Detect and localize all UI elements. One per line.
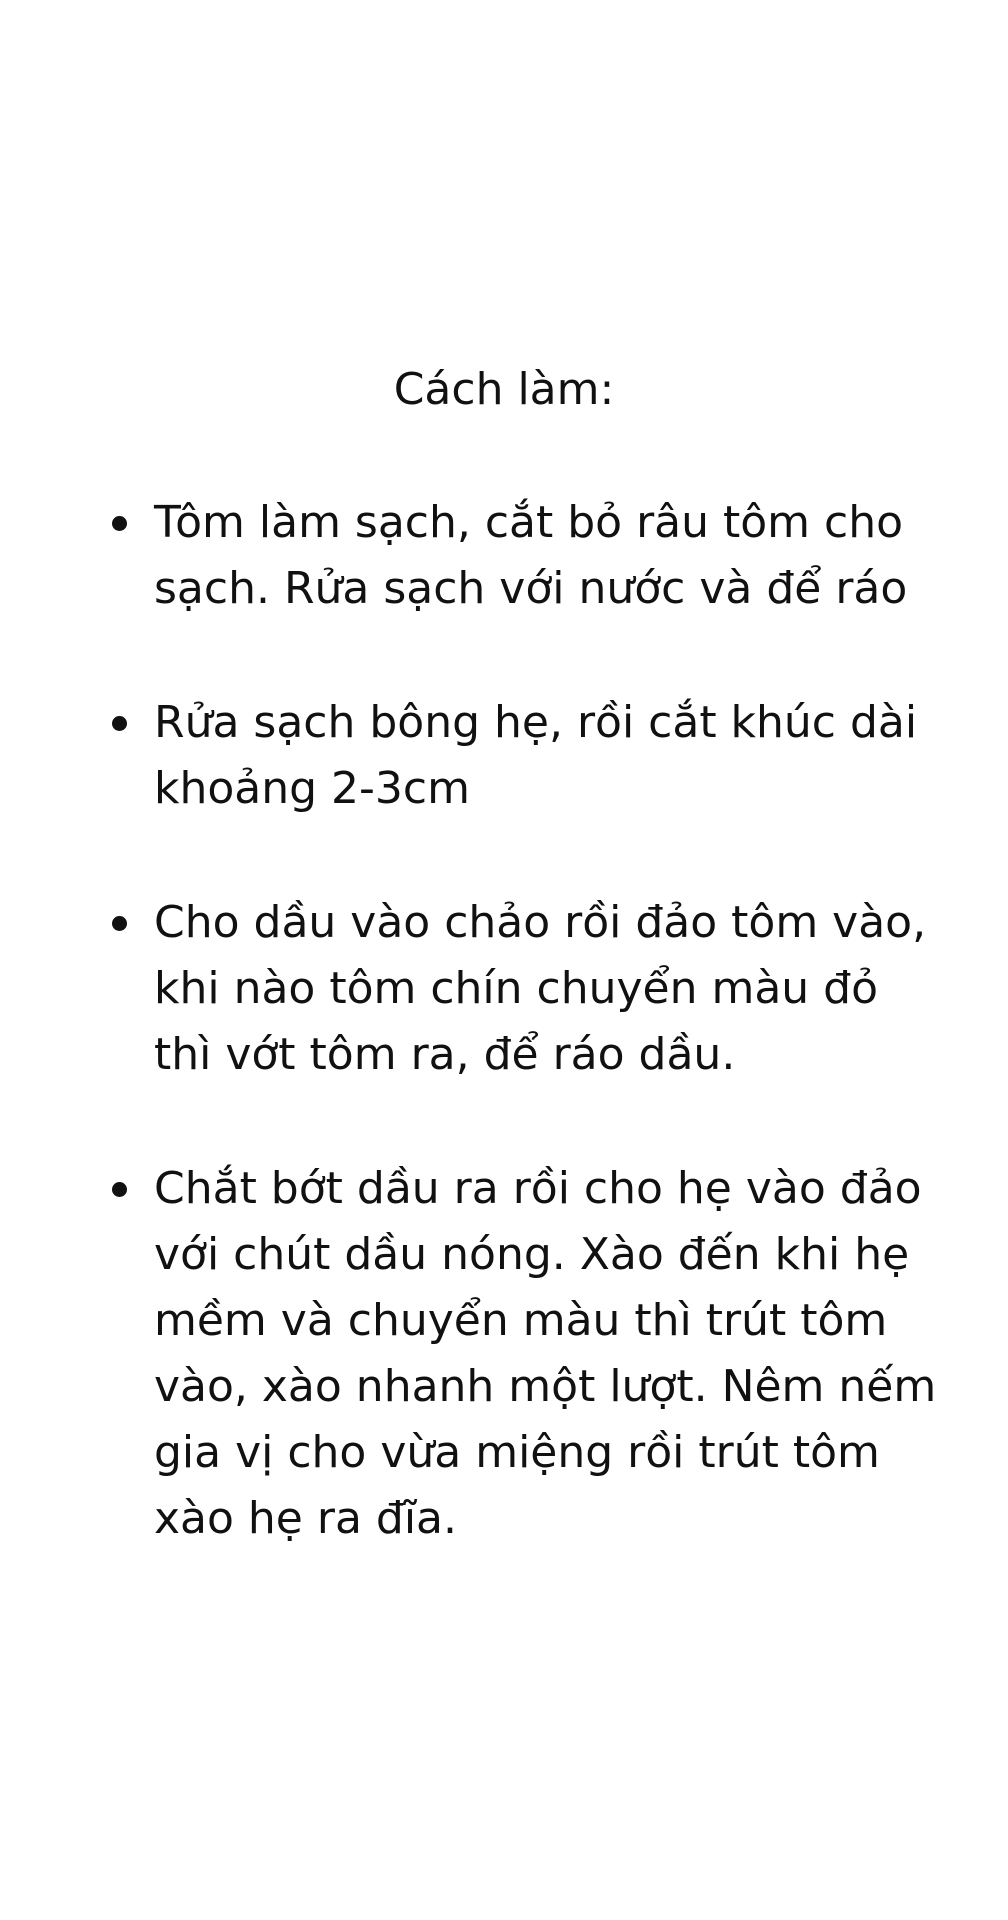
bullet-icon: [112, 1182, 127, 1197]
list-item: [108, 890, 948, 1088]
step-text: Cho dầu vào chảo rồi đảo tôm vào, khi nào tôm chín chuyển màu đỏ thì vớt tôm ra, để ráo dầu.: [154, 897, 927, 1080]
list-item: [108, 690, 948, 822]
step-text: Tôm làm sạch, cắt bỏ râu tôm cho sạch. Rửa sạch với nước và để ráo: [154, 497, 908, 614]
list-item: [108, 1156, 948, 1552]
bullet-icon: [112, 916, 127, 931]
list-item: [108, 490, 948, 622]
steps-list: [108, 490, 948, 1620]
step-text: Rửa sạch bông hẹ, rồi cắt khúc dài khoảng 2-3cm: [154, 697, 918, 814]
bullet-icon: [112, 716, 127, 731]
bullet-icon: [112, 516, 127, 531]
step-text: Chắt bớt dầu ra rồi cho hẹ vào đảo với chút dầu nóng. Xào đến khi hẹ mềm và chuyển màu thì trút tôm vào, xào nhanh một lượt. Nêm nếm gia vị cho vừa miệng rồi trút tôm xào hẹ ra đĩa.: [154, 1163, 937, 1544]
instructions-heading: Cách làm:: [393, 364, 615, 415]
